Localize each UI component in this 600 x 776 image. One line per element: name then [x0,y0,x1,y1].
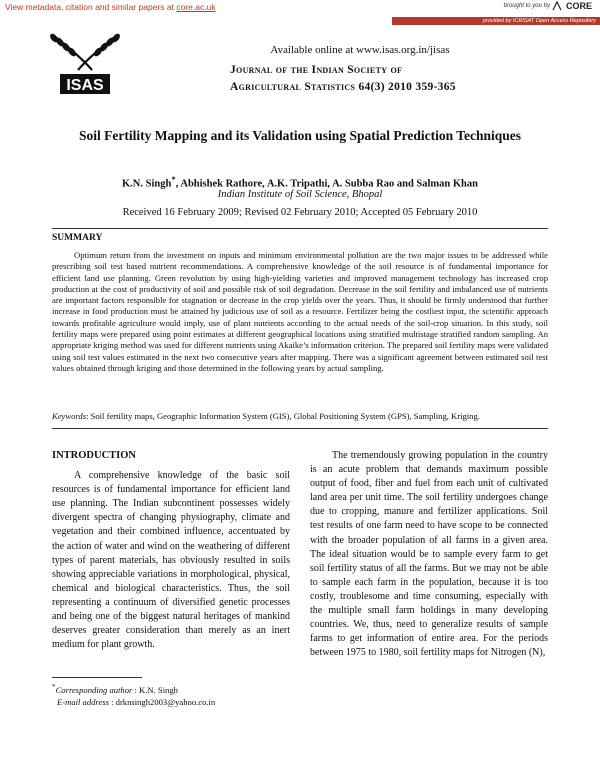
left-column [52,449,290,652]
author-list: K.N. Singh*, Abhishek Rathore, A.K. Tripathi, A. Subba Rao and Salman Khan [122,174,478,190]
core-logo-icon [552,1,562,11]
introduction-heading: INTRODUCTION [52,450,137,461]
journal-header [230,44,560,96]
availability-line: Available online at www.isas.org.in/jisas [270,44,450,56]
metadata-bar [0,0,600,18]
provider-bar: provided by ICRISAT Open Access Repository [392,17,600,25]
svg-text:ISAS: ISAS [66,77,104,94]
divider [52,228,548,229]
affiliation: Indian Institute of Soil Science, Bhopal [217,189,383,200]
core-badge[interactable]: brought to you by CORE [503,1,592,11]
intro-paragraph: A comprehensive knowledge of the basic soil resources is of fundamental importance for efficient land use planning. The Indian subcontinent possesses widely divergent spectra of changing physiography, climate and vegetation and their combined influence, accentuated by the action of water and wind on the weathering of different types of parent materials, has obviously resulted in soils showing appreciable variations in morphological, physical, chemical and biological characteristics. Thus, the soil representing a continuum of diversified genetic processes and being one of the biggest natural heritages of mankind deserves greater consideration than merely as an inert medium for plant growth. [52,470,290,651]
metadata-text: View metadata, citation and similar papers at core.ac.uk [5,2,216,12]
footnote-divider [52,677,142,678]
journal-name: Journal of the Indian Society of Agricultural Statistics 64(3) 2010 359-365 [230,64,456,93]
right-column: The tremendously growing population in the country is an acute problem that demands maximum possible output of food, fiber and fuel from each unit of cultivated land area per unit time. The soil fertility undergoes change due to cropping, manure and fertilizer applications. Soil test results of one farm need to have scope to be connected with the broader population of all farms in a given area. The ideal situation would be to sample every farm to get soil fertility status of all the farms. But we may not be able to sample each farm in the population, because it is too costly, troublesome and time consuming, especially with the multiple small farm holdings in many developing countries. We, thus, need to generalize results of sample farms to get information of entire area. For the periods between 1975 to 1980, soil fertility maps for Nitrogen (N), [310,450,548,659]
divider [52,428,548,429]
isas-logo [40,28,130,98]
summary-heading: SUMMARY [52,233,103,243]
paper-title: Soil Fertility Mapping and its Validation using Spatial Prediction Techniques [79,128,521,143]
core-link[interactable]: core.ac.uk [176,2,216,12]
footnote: *Corresponding author : K.N. Singh E-mail address : drknsingh2003@yahoo.co.in [52,683,216,707]
wheat-logo-icon [40,28,130,98]
summary-text: Optimum return from the investment on inputs and minimum environmental pollution are the two major issues to be addressed while prescribing soil test based nutrient recommendations. A comprehensive knowledge of the soil resource is of fundamental importance for efficient land use planning. Green revolution by using high-yielding varieties and improved management technology has increased crop production at the cost of productivity of soil and possible risk of soil degradation. Decrease in the soil fertility and imbalanced use of nutrients are important factors responsible for stagnation or decrease in the crop yields over the years. Thus, it should be firmly understood that further increase in food production must be attained by judicious use of soil as a resource. Fertilizer being the costliest input, the scientific approach towards profitable agriculture would imply, use of plant nutrients according to the actual needs of the soil-crop situation. In this study, soil fertility maps were prepared using point estimates at different geographical locations using stratified multistage stratified random sampling. An appropriate kriging method was used for different nutrients using Akaike’s information criterion. The prepared soil fertility maps were validated using soil test values estimated in the next two consecutive years after mapping. There was a significant agreement between estimated soil test values obtained through kriging and those determined in the following years by actual sampling. [52,250,548,373]
keywords-line: Keywords: Soil fertility maps, Geographic Information System (GIS), Global Positioning System (GPS), Sampling, Kriging. [52,411,480,421]
received-dates: Received 16 February 2009; Revised 02 February 2010; Accepted 05 February 2010 [122,207,478,218]
